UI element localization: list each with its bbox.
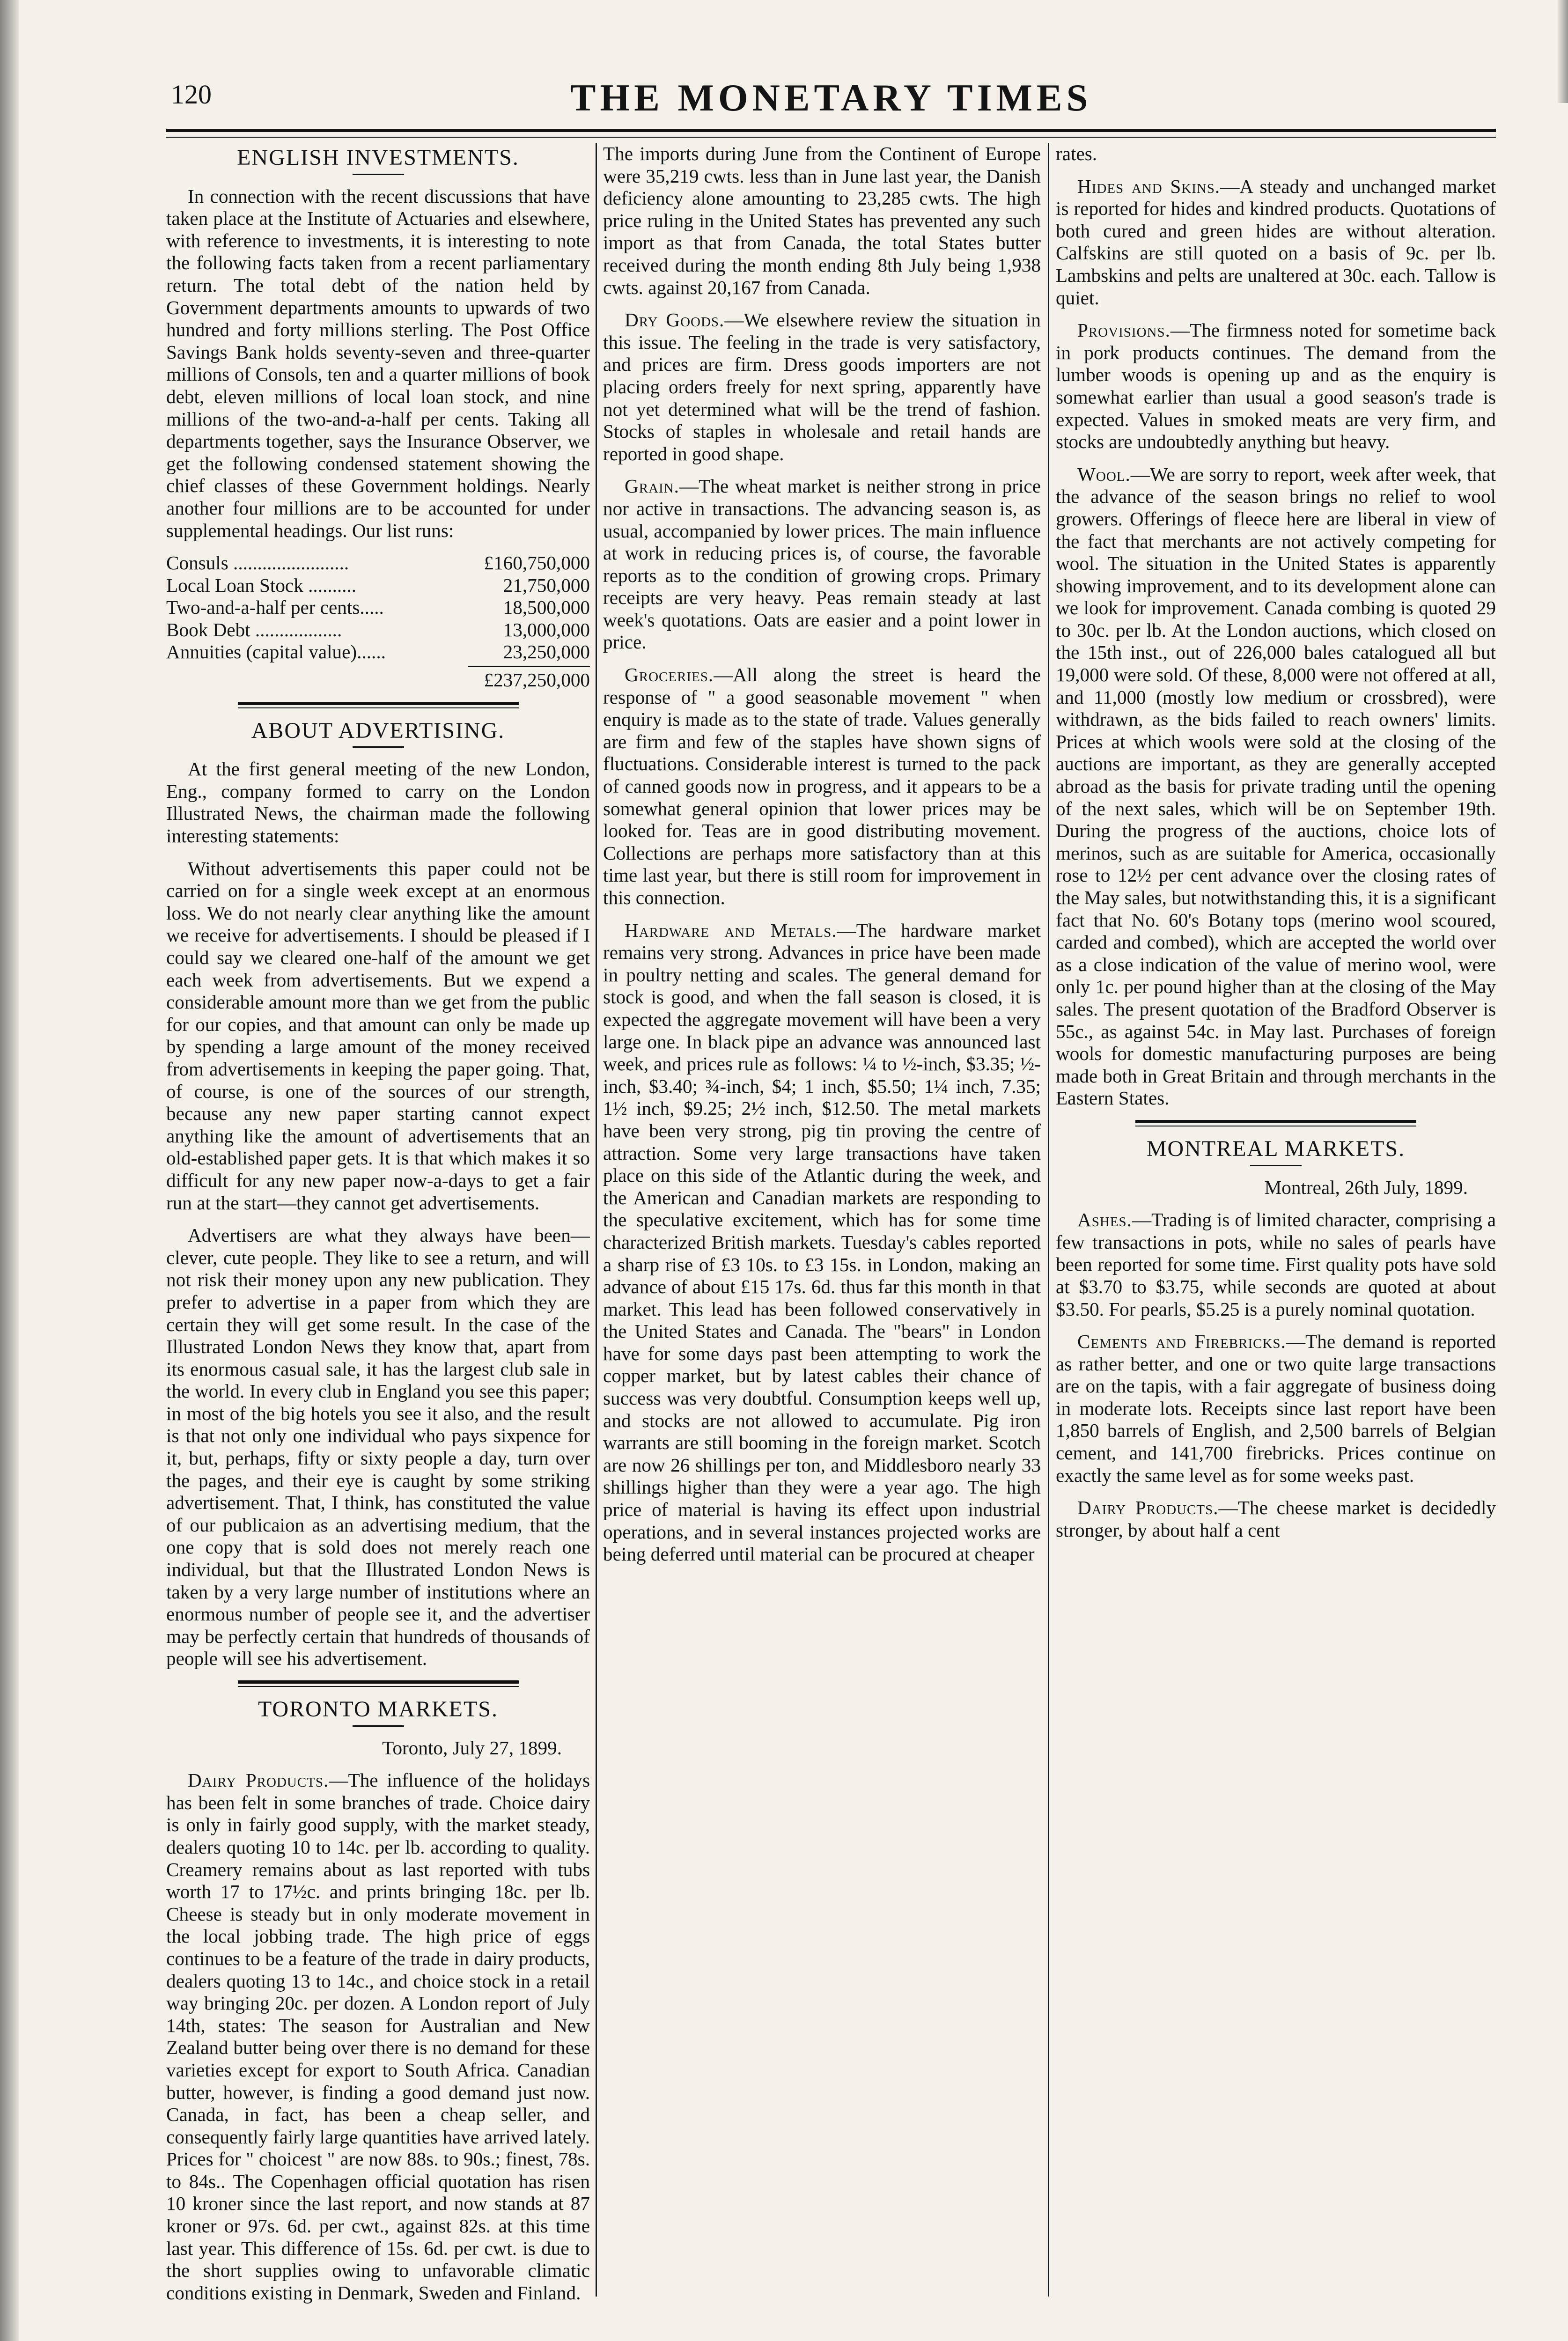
- holding-item: Book Debt ..................: [166, 618, 342, 640]
- market-heading: Dairy Products.: [1077, 1497, 1219, 1519]
- market-text: —Trading is of limited character, comprising a few transactions in pots, while no sales of pearls have been reported for some time. First quality pots have sold at $3.70 to $3.75, while seconds are quoted at about $3.50. For pearls, $5.25 is a purely nominal quotation.: [1056, 1209, 1496, 1320]
- market-paragraph: [1056, 1209, 1496, 1320]
- market-text: —The cheese market is decidedly stronger, by about half a cent: [1056, 1497, 1496, 1541]
- section-divider: [1135, 1120, 1416, 1126]
- market-heading: Hardware and Metals.: [625, 919, 837, 941]
- table-row: [166, 641, 590, 663]
- market-text: —The demand is reported as rather better, and one or two quite large transactions are on the tapis, with a fair aggregate of business doing in moderate lots. Receipts since last report have been 1,850 barrels of English, and 2,500 barrels of Belgian cement, and 141,700 firebricks. Prices continue on exactly the same level as for some weeks past.: [1056, 1331, 1496, 1486]
- market-text-continued: rates.: [1056, 143, 1097, 164]
- market-paragraph: [603, 920, 1041, 1566]
- market-heading: Groceries.: [625, 664, 714, 686]
- market-heading: Provisions.: [1077, 319, 1170, 341]
- section-title-about-advertising: ABOUT ADVERTISING.: [251, 718, 505, 743]
- dateline: Montreal, 26th July, 1899.: [1264, 1176, 1468, 1198]
- market-text-continued: The imports during June from the Continent of Europe were 35,219 cwts. less than in June last year, the Danish deficiency alone amounting to 23,285 cwts. The high price ruling in the United States has prevented any such import as that from Canada, the total States butter received during the month ending 8th July being 1,938 cwts. against 20,167 from Canada.: [603, 143, 1041, 298]
- market-paragraph: [1056, 464, 1496, 1110]
- header-rule-thin: [166, 137, 1496, 138]
- section-divider: [238, 702, 519, 708]
- market-paragraph-continued: [1056, 143, 1496, 165]
- holding-item: Annuities (capital value)......: [166, 641, 386, 663]
- article-paragraph: Without advertisements this paper could not be carried on for a single week except at an enormous loss. We do not nearly clear anything like the amount we receive for advertisements. I should be pleased if I could say we cleared one-half of the amount we get each week from advertisements. But we expend a considerable amount more than we get from the public for our copies, and that amount can only be made up by spending a large amount of the money received from advertisements in keeping the paper going. That, of course, is one of the sources of our strength, because any new paper starting cannot expect anything like the amount of advertisements that an old-established paper gets. It is that which makes it so difficult for any new paper now-a-days to get a fair run at the start—they cannot get advertisements.: [166, 857, 590, 1214]
- holding-amount: 21,750,000: [503, 574, 590, 596]
- market-text: —The firmness noted for sometime back in pork products continues. The demand from the lumber woods is opening up and as the enquiry is somewhat earlier than usual a good season's trade is expected. Values in smoked meats are very firm, and stocks are undoubtedly anything but heavy.: [1056, 319, 1496, 453]
- article-paragraph: Advertisers are what they always have been—clever, cute people. They like to see a return, and will not risk their money upon any new publication. They prefer to advertise in a paper from which they are certain they will get some result. In the case of the Illustrated London News they know that, apart from its enormous casual sale, it has the largest club sale in the world. In every club in England you see this paper; in most of the big hotels you see it also, and the result is that not only one individual who pays sixpence for it, but, perhaps, fifty or sixty people a day, turn over the pages, and their eye is caught by some striking advertisement. That, I think, has constituted the value of our publicaion as an advertising medium, that the one copy that is sold does not merely reach one individual, but that the Illustrated London News is taken by a very large number of institutions where an enormous number of people see it, and the advertiser may be perfectly certain that hundreds of thousands of people will see his advertisement.: [166, 1224, 590, 1670]
- column-divider: [596, 143, 597, 2297]
- market-paragraph: [1056, 319, 1496, 453]
- title-rule: [353, 174, 404, 175]
- article-paragraph: At the first general meeting of the new London, Eng., company formed to carry on the London Illustrated News, the chairman made the following interesting statements:: [166, 758, 590, 847]
- table-row: [166, 552, 590, 574]
- title-rule: [353, 746, 404, 748]
- holdings-total: £237,250,000: [484, 669, 590, 691]
- holding-amount: 18,500,000: [503, 596, 590, 618]
- market-heading: Dairy Products.: [188, 1769, 329, 1791]
- dateline: Toronto, July 27, 1899.: [382, 1737, 562, 1759]
- table-row: [166, 596, 590, 619]
- market-text: —A steady and unchanged market is reported for hides and kindred products. Quotations of both cured and green hides are without alteration. Calfskins are still quoted on a basis of 9c. per lb. Lambskins and pelts are unaltered at 30c. each. Tallow is quiet.: [1056, 175, 1496, 309]
- holding-amount: 13,000,000: [503, 618, 590, 640]
- market-heading: Hides and Skins.: [1077, 175, 1221, 197]
- market-paragraph: [1056, 1497, 1496, 1541]
- market-paragraph-continued: [603, 143, 1041, 299]
- table-row: [166, 619, 590, 641]
- market-heading: Grain.: [625, 475, 679, 497]
- market-heading: Wool.: [1077, 463, 1131, 485]
- title-rule: [1250, 1165, 1302, 1166]
- market-paragraph: [603, 475, 1041, 654]
- market-heading: Dry Goods.: [625, 309, 725, 331]
- column-3: [1056, 143, 1496, 2315]
- market-paragraph: [1056, 1331, 1496, 1487]
- market-text: —We are sorry to report, week after week, that the advance of the season brings no relief to wool growers. Offerings of fleece here are liberal in view of the fact that merchants are not actively competing for wool. The situation in the United States is apparently showing improvement, and to its development alone can we look for improvement. Canada combing is quoted 29 to 30c. per lb. At the London auctions, which closed on the 15th inst., out of 226,000 bales catalogued all but 19,000 were sold. Of these, 8,000 were not offered at all, and 11,000 (mostly low medium or crossbred), were withdrawn, as the bids failed to reach owners' limits. Prices at which wools were sold at the closing of the auctions are important, as they are generally accepted abroad as the basis for private trading until the opening of the next sales, which will be on September 19th. During the progress of the auctions, choice lots of merinos, such as are suitable for America, occasionally rose to 12½ per cent advance over the closing rates of the May sales, but notwithstanding this, it is a significant fact that No. 60's Botany tops (merino wool scoured, carded and combed), which are accepted the world over as a close indication of the value of merino wool, were only 1c. per pound higher than at the closing of the May sales. The present quotation of the Bradford Observer is 55c., as against 54c. in May last. Purchases of foreign wools for domestic manufacturing purposes are being made both in Great Britain and through merchants in the Eastern States.: [1056, 463, 1496, 1109]
- article-paragraph: In connection with the recent discussions that have taken place at the Institute of Actuaries and elsewhere, with reference to investments, it is interesting to note the following facts taken from a recent parliamentary return. The total debt of the nation held by Government departments amounts to upwards of two hundred and forty millions sterling. The Post Office Savings Bank holds seventy-seven and three-quarter millions of Consols, ten and a quarter millions of book debt, eleven millions of local loan stock, and nine millions of the two-and-a-half per cents. Taking all departments together, says the Insurance Observer, we get the following condensed statement showing the chief classes of these Government holdings. Nearly another four millions are to be accounted for under supplemental headings. Our list runs:: [166, 185, 590, 541]
- holding-amount: 23,250,000: [503, 641, 590, 663]
- column-2-flow: [603, 143, 1041, 1566]
- market-paragraph: [1056, 176, 1496, 309]
- market-text: —The influence of the holidays has been felt in some branches of trade. Choice dairy is only in fairly good supply, with the market steady, dealers quoting 10 to 14c. per lb. according to quality. Creamery remains about as last reported with tubs worth 17 to 17½c. and prints bringing 18c. per lb. Cheese is steady but in only moderate movement in the local jobbing trade. The high price of eggs continues to be a feature of the trade in dairy products, dealers quoting 13 to 14c., and choice stock in a retail way bringing 20c. per dozen. A London report of July 14th, states: The season for Australian and New Zealand butter being over there is no demand for these varieties except for export to South Africa. Canadian butter, however, is finding a good demand just now. Canada, in fact, has been a cheap seller, and consequently fairly large quantities have arrived lately. Prices for " choicest " are now 88s. to 90s.; finest, 78s. to 84s.. The Copenhagen official quotation has risen 10 kroner since the last report, and now stands at 87 kroner or 97s. 6d. per cwt., against 82s. at this time last year. This difference of 15s. 6d. per cwt. is due to the short supplies owing to unfavorable climatic conditions existing in Denmark, Sweden and Finland.: [166, 1769, 590, 2304]
- holdings-table: [166, 552, 590, 663]
- section-divider: [238, 1680, 519, 1687]
- holding-item: Two-and-a-half per cents.....: [166, 596, 384, 618]
- page-edge-shadow: [1558, 0, 1568, 103]
- column-2: [603, 143, 1041, 2315]
- market-text: —The hardware market remains very strong. Advances in price have been made in poultry netting and scales. The general demand for stock is good, and when the fall season is closed, it is expected the aggregate movement will have been a very large one. In black pipe an advance was announced last week, and prices rule as follows: ¼ to ½-inch, $3.35; ½-inch, $3.40; ¾-inch, $4; 1 inch, $5.50; 1¼ inch, 7.35; 1½ inch, $9.25; 2½ inch, $12.50. The metal markets have been very strong, pig tin proving the centre of attraction. Some very large transactions have taken place on this side of the Atlantic during the week, and the American and Canadian markets are responding to the speculative excitement, which has for some time characterized British markets. Tuesday's cables reported a sharp rise of £3 10s. to £3 15s. in London, making an advance of about £15 17s. 6d. thus far this month in that market. This lead has been followed conservatively in the United States and Canada. The "bears" in London have for some days past been attempting to work the copper market, but by latest cables their chance of success was very doubtful. Consumption keeps well up, and stocks are not allowed to accumulate. Pig iron warrants are still booming in the foreign market. Scotch are now 26 shillings per ton, and Middlesboro nearly 33 shillings higher than they were a year ago. The high price of material is having its effect upon industrial operations, and in several instances projected works are being deferred until material can be procured at cheaper: [603, 919, 1041, 1565]
- column-1: [166, 143, 590, 2315]
- holding-amount: £160,750,000: [484, 552, 590, 574]
- market-paragraph: [603, 309, 1041, 465]
- section-title-english-investments: ENGLISH INVESTMENTS.: [237, 145, 519, 170]
- title-rule: [353, 1725, 404, 1727]
- market-heading: Ashes.: [1077, 1209, 1132, 1231]
- market-text: —The wheat market is neither strong in price nor active in transactions. The advancing season is, as usual, accompanied by lower prices. The main influence at work in reducing prices is, of course, the favorable reports as to the condition of growing crops. Primary receipts are very heavy. Peas remain steady at last week's quotations. Oats are easier and a point lower in price.: [603, 475, 1041, 653]
- binding-edge: [0, 0, 19, 2341]
- sum-rule: [468, 666, 590, 667]
- section-title-toronto-markets: TORONTO MARKETS.: [258, 1697, 498, 1722]
- section-title-montreal-markets: MONTREAL MARKETS.: [1146, 1136, 1406, 1161]
- market-paragraph: [603, 664, 1041, 909]
- masthead-title: THE MONETARY TIMES: [570, 76, 1092, 119]
- page-header: [166, 66, 1496, 126]
- holding-item: Local Loan Stock ..........: [166, 574, 357, 596]
- header-rule: [166, 129, 1496, 132]
- holding-item: Consuls ........................: [166, 552, 349, 574]
- market-text: —We elsewhere review the situation in this issue. The feeling in the trade is very satisfactory, and prices are firm. Dress goods importers are not placing orders freely for next spring, apparently have not yet determined what will be the trend of fashion. Stocks of staples in wholesale and retail hands are reported in good shape.: [603, 309, 1041, 464]
- column-divider: [1048, 143, 1049, 2297]
- page-number: 120: [171, 79, 212, 110]
- table-row: [166, 574, 590, 597]
- market-heading: Cements and Firebricks.: [1077, 1331, 1286, 1353]
- market-paragraph: [166, 1769, 590, 2304]
- column-3-flow: [1056, 143, 1496, 1541]
- market-text: —All along the street is heard the response of " a good seasonable movement " when enquiry is made as to the state of trade. Values generally are firm and few of the staples have shown signs of fluctuations. Considerable interest is turned to the pack of canned goods now in progress, and it appears to be a somewhat general opinion that lower prices may be looked for. Teas are in good distributing movement. Collections are perhaps more satisfactory than at this time last year, but there is still room for improvement in this connection.: [603, 664, 1041, 908]
